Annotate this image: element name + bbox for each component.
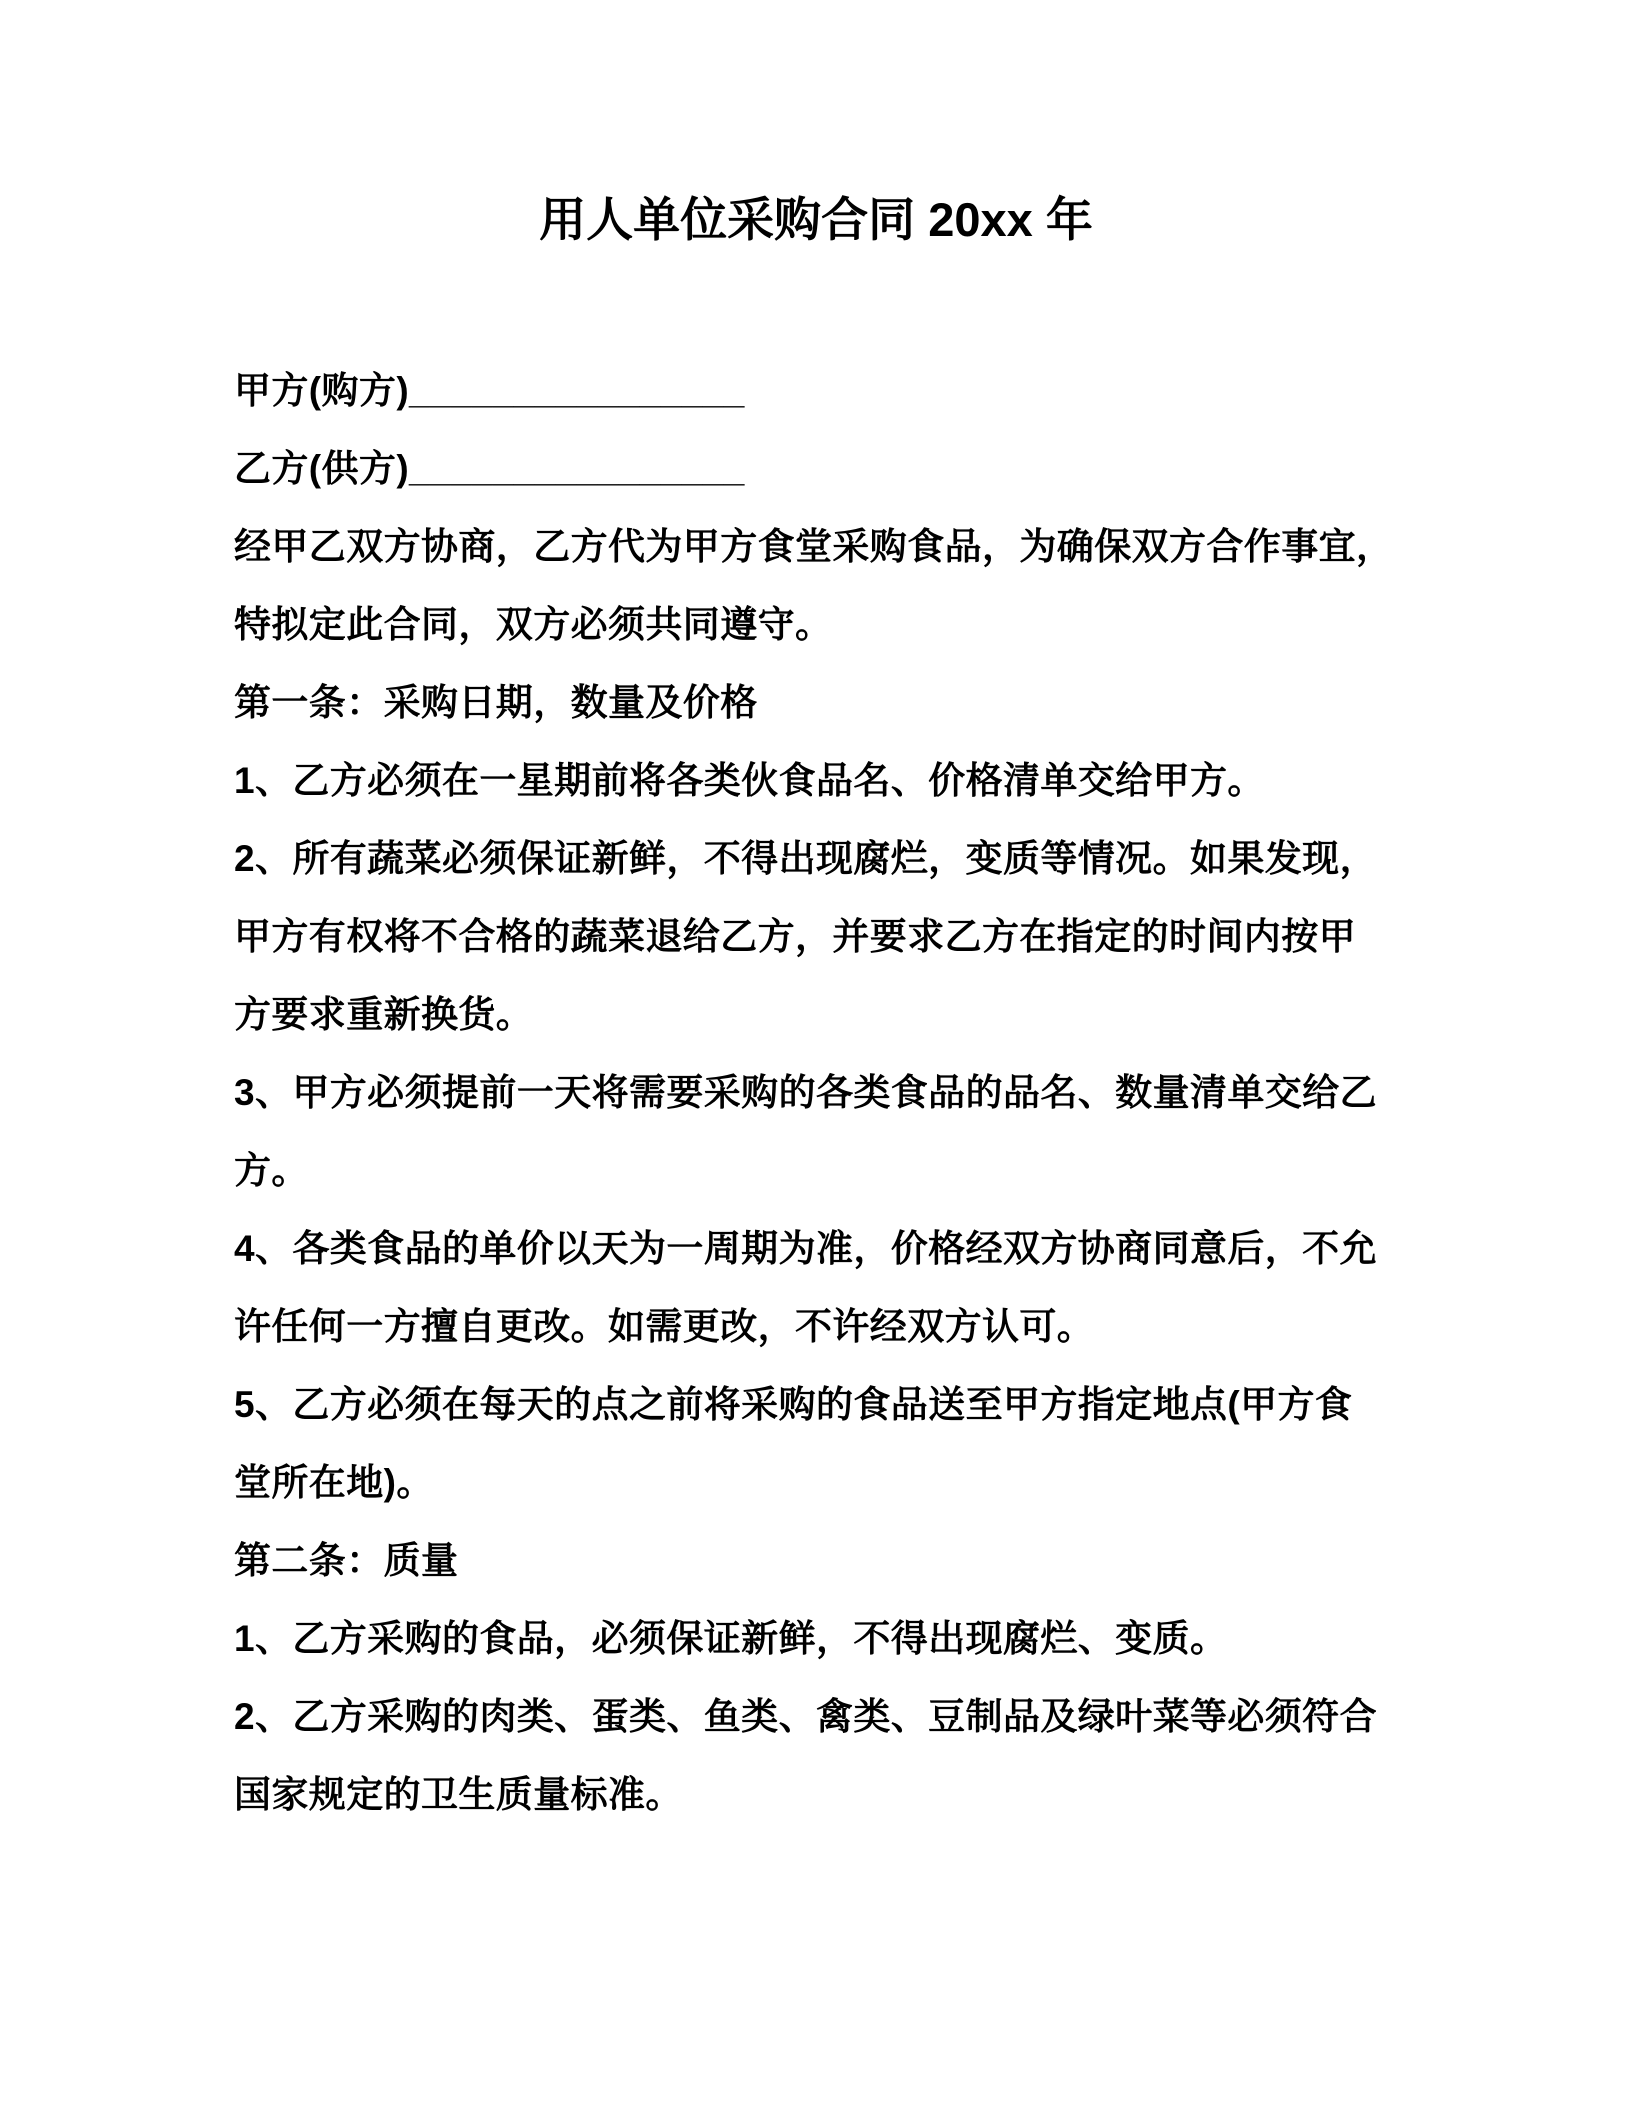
article-1-item-4-line-2: 许任何一方擅自更改。如需更改，不许经双方认可。 [234,1306,1095,1347]
party-b-line: 乙方(供方)________________ [234,448,745,489]
article-1-item-2-line-1: 2、所有蔬菜必须保证新鲜，不得出现腐烂，变质等情况。如果发现， [234,838,1377,879]
article-2-heading: 第二条：质量 [234,1540,459,1581]
preamble-line-1: 经甲乙双方协商，乙方代为甲方食堂采购食品，为确保双方合作事宜， [234,526,1394,567]
party-a-line: 甲方(购方)________________ [234,370,745,411]
article-2-item-2-line-2: 国家规定的卫生质量标准。 [234,1774,683,1815]
article-1-item-4-line-1: 4、各类食品的单价以天为一周期为准，价格经双方协商同意后，不允 [234,1228,1377,1269]
preamble-line-2: 特拟定此合同，双方必须共同遵守。 [234,604,833,645]
article-1-item-3-line-1: 3、甲方必须提前一天将需要采购的各类食品的品名、数量清单交给乙 [234,1072,1377,1113]
article-1-item-3-line-2: 方。 [234,1150,309,1191]
article-1-item-1: 1、乙方必须在一星期前将各类伙食品名、价格清单交给甲方。 [234,760,1265,801]
article-1-item-5-line-2: 堂所在地)。 [234,1462,434,1503]
document-body [234,352,1444,1834]
article-1-item-2-line-3: 方要求重新换货。 [234,994,534,1035]
article-1-item-5-line-1: 5、乙方必须在每天的点之前将采购的食品送至甲方指定地点(甲方食 [234,1384,1353,1425]
page-title: 用人单位采购合同 20xx 年 [539,193,1093,246]
article-1-heading: 第一条：采购日期，数量及价格 [234,682,758,723]
article-1-item-2-line-2: 甲方有权将不合格的蔬菜退给乙方，并要求乙方在指定的时间内按甲 [234,916,1356,957]
article-2-item-1: 1、乙方采购的食品，必须保证新鲜，不得出现腐烂、变质。 [234,1618,1228,1659]
article-2-item-2-line-1: 2、乙方采购的肉类、蛋类、鱼类、禽类、豆制品及绿叶菜等必须符合 [234,1696,1377,1737]
